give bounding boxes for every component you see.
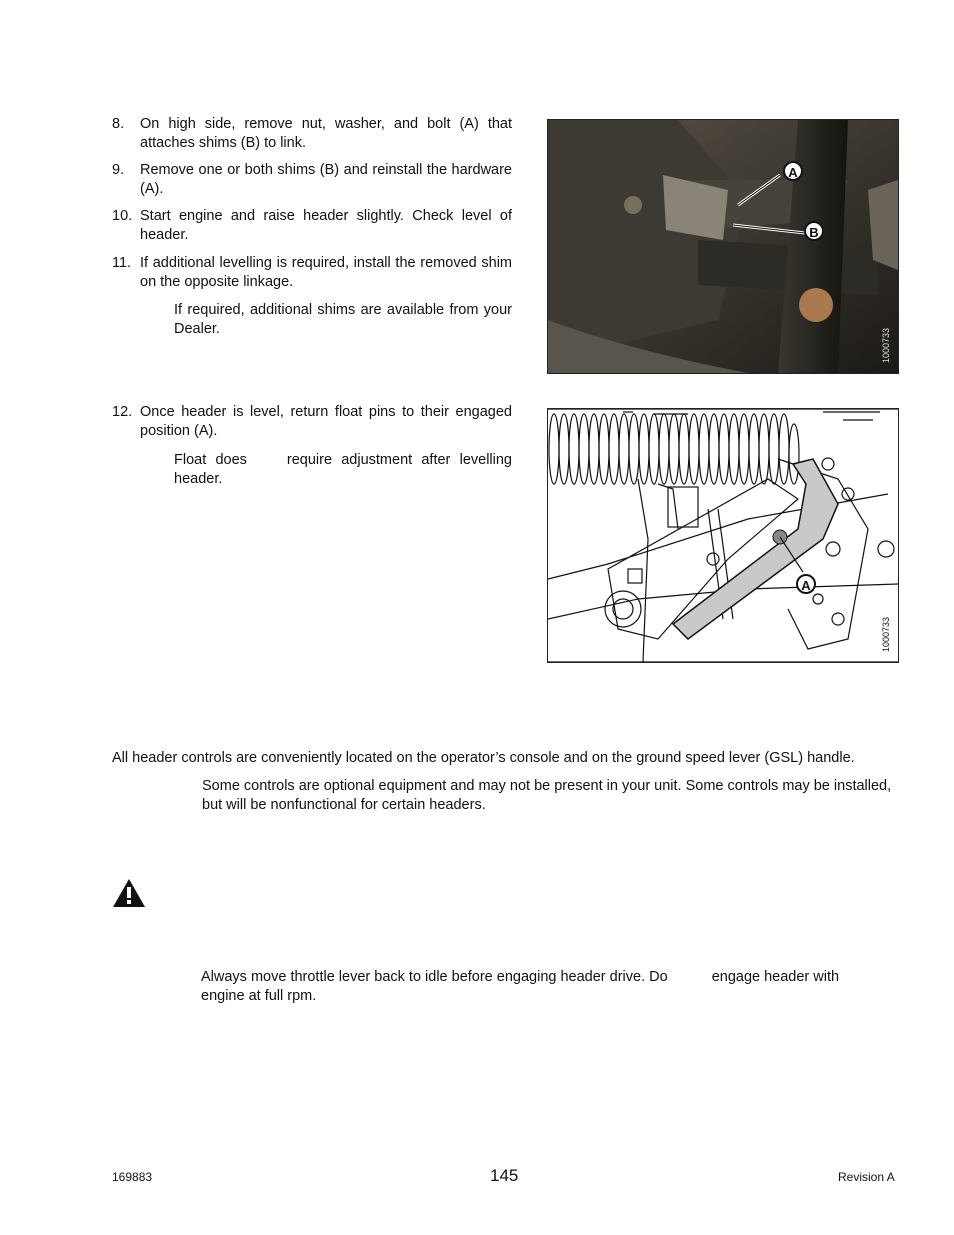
warning-text	[201, 968, 866, 1006]
step-text: Once header is level, return float pins to their engaged position (A).	[140, 404, 512, 439]
step-text: Remove one or both shims (B) and reinstall the hardware (A).	[140, 162, 512, 197]
step-number: 12.	[112, 404, 133, 420]
step-number: 8.	[112, 116, 125, 132]
warning-text-after: engage header with engine at full rpm.	[201, 969, 840, 1004]
step-number: 9.	[112, 162, 125, 178]
step-12	[112, 403, 512, 441]
line-illustration	[548, 409, 898, 662]
note-float	[174, 451, 512, 489]
photo-illustration	[548, 120, 898, 373]
note-shims: If required, additional shims are available from your Dealer.	[174, 302, 512, 337]
figure-id: 1000733	[881, 327, 891, 363]
doc-number: 169883	[112, 1170, 153, 1184]
page-number: 145	[490, 1166, 519, 1185]
figure-float-pin-drawing	[547, 408, 899, 663]
controls-intro: All header controls are conveniently located on the operator’s console and on the ground speed lever (GSL) handle.	[112, 750, 855, 766]
step-8	[112, 115, 512, 153]
step-10	[112, 207, 512, 245]
step-text: If additional levelling is required, install the removed shim on the opposite linkage.	[140, 255, 512, 290]
step-number: 11.	[112, 255, 132, 271]
figure-shims-photo	[547, 119, 899, 374]
step-11	[112, 254, 512, 292]
revision: Revision A	[838, 1170, 895, 1184]
note-text-after: require adjustment after levelling header.	[174, 452, 512, 487]
warning-triangle-icon	[112, 878, 146, 908]
figure-id: 1000733	[881, 616, 891, 652]
callout-a: A	[783, 161, 803, 181]
callout-b: B	[804, 221, 824, 241]
step-number: 10.	[112, 208, 133, 224]
controls-note: Some controls are optional equipment and may not be present in your unit. Some controls may be installed, but will be nonfunctional for certain headers.	[202, 778, 892, 813]
warning-text-before: Always move throttle lever back to idle before engaging header drive. Do	[201, 969, 668, 985]
step-9	[112, 161, 512, 199]
callout-a: A	[796, 574, 816, 594]
step-text: On high side, remove nut, washer, and bolt (A) that attaches shims (B) to link.	[140, 116, 512, 151]
step-text: Start engine and raise header slightly. Check level of header.	[140, 208, 512, 243]
note-text-before: Float does	[174, 452, 247, 468]
